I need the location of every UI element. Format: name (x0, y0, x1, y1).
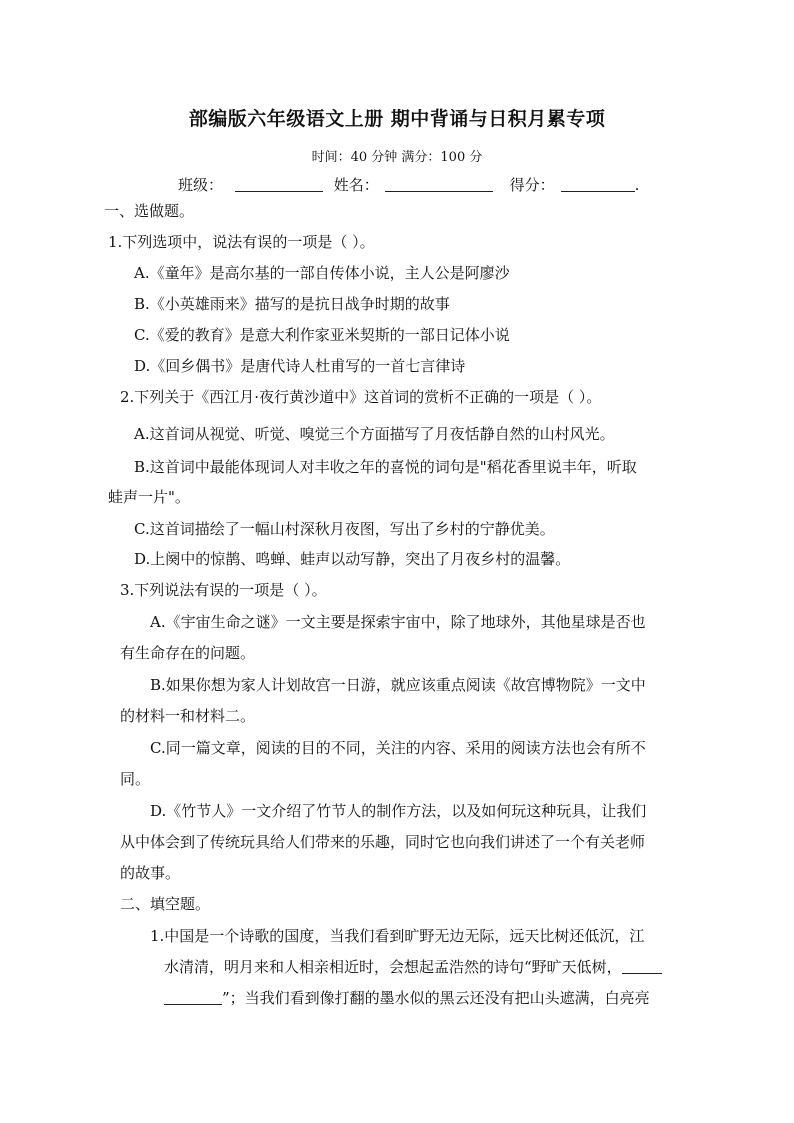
question-2-option-b-cont: 蛙声一片"。 (108, 488, 190, 506)
exam-meta: 时间：40 分钟 满分：100 分 (311, 150, 483, 165)
fill-question-1: 1.中国是一个诗歌的国度，当我们看到旷野无边无际，远天比树还低沉，江 (150, 927, 645, 945)
score-label: 得分： (509, 176, 555, 194)
question-2-option-c: C.这首词描绘了一幅山村深秋月夜图，写出了乡村的宁静优美。 (134, 520, 555, 538)
question-1-option-a: A.《童年》是高尔基的一部自传体小说，主人公是阿廖沙 (134, 264, 510, 282)
question-1-option-d: D.《回乡偶书》是唐代诗人杜甫写的一首七言律诗 (134, 357, 466, 375)
question-3-option-a: A.《宇宙生命之谜》一文主要是探索宇宙中，除了地球外，其他星球是否也 (150, 613, 646, 631)
name-blank[interactable] (385, 177, 493, 192)
class-blank[interactable] (235, 177, 323, 192)
question-1-stem: 1.下列选项中，说法有误的一项是（ ）。 (108, 233, 375, 251)
fill-question-1-text: 水清清，明月来和人相亲相近时，会想起孟浩然的诗句“野旷天低树， (164, 958, 622, 976)
question-2-option-a: A.这首词从视觉、听觉、嗅觉三个方面描写了月夜恬静自然的山村风光。 (134, 425, 615, 443)
question-3-option-c-cont: 同。 (120, 770, 151, 788)
page-title: 部编版六年级语文上册 期中背诵与日积月累专项 (188, 108, 606, 130)
question-3-option-c: C.同一篇文章，阅读的目的不同，关注的内容、采用的阅读方法也会有所不 (150, 739, 646, 757)
fill-question-1-text2: ”；当我们看到像打翻的墨水似的黑云还没有把山头遮满，白亮亮 (222, 989, 650, 1007)
question-2-option-d: D.上阕中的惊鹊、鸣蝉、蛙声以动写静，突出了月夜乡村的温馨。 (134, 550, 571, 568)
question-3-option-a-cont: 有生命存在的问题。 (120, 644, 256, 662)
question-1-option-c: C.《爱的教育》是意大利作家亚米契斯的一部日记体小说 (134, 326, 510, 344)
fill-question-1-cont2 (164, 987, 650, 1009)
question-3-option-b: B.如果你想为家人计划故宫一日游，就应该重点阅读《故宫博物院》一文中 (150, 676, 646, 694)
question-3-option-d-cont2: 的故事。 (120, 864, 181, 882)
fill-question-1-cont (164, 956, 662, 978)
answer-blank-1a[interactable] (622, 959, 662, 974)
question-3-option-b-cont: 的材料一和材料二。 (120, 707, 256, 725)
question-3-option-d-cont: 从中体会到了传统玩具给人们带来的乐趣，同时它也向我们讲述了一个有关老师 (120, 833, 646, 851)
answer-blank-1b[interactable] (164, 990, 222, 1005)
score-blank[interactable] (561, 177, 635, 192)
question-2-option-b: B.这首词中最能体现词人对丰收之年的喜悦的词句是"稻花香里说丰年，听取 (134, 458, 637, 476)
section-heading-choice: 一、选做题。 (104, 202, 195, 220)
name-label: 姓名： (333, 176, 379, 194)
section-heading-fill: 二、填空题。 (120, 895, 211, 913)
student-info-row: 班级： 姓名： 得分： . (178, 176, 640, 194)
question-2-stem: 2.下列关于《西江月·夜行黄沙道中》这首词的赏析不正确的一项是（ ）。 (120, 388, 602, 406)
question-3-option-d: D.《竹节人》一文介绍了竹节人的制作方法，以及如何玩这种玩具，让我们 (150, 802, 647, 820)
class-label: 班级： (178, 176, 224, 194)
question-3-stem: 3.下列说法有误的一项是（ ）。 (120, 581, 327, 599)
question-1-option-b: B.《小英雄雨来》描写的是抗日战争时期的故事 (134, 295, 450, 313)
